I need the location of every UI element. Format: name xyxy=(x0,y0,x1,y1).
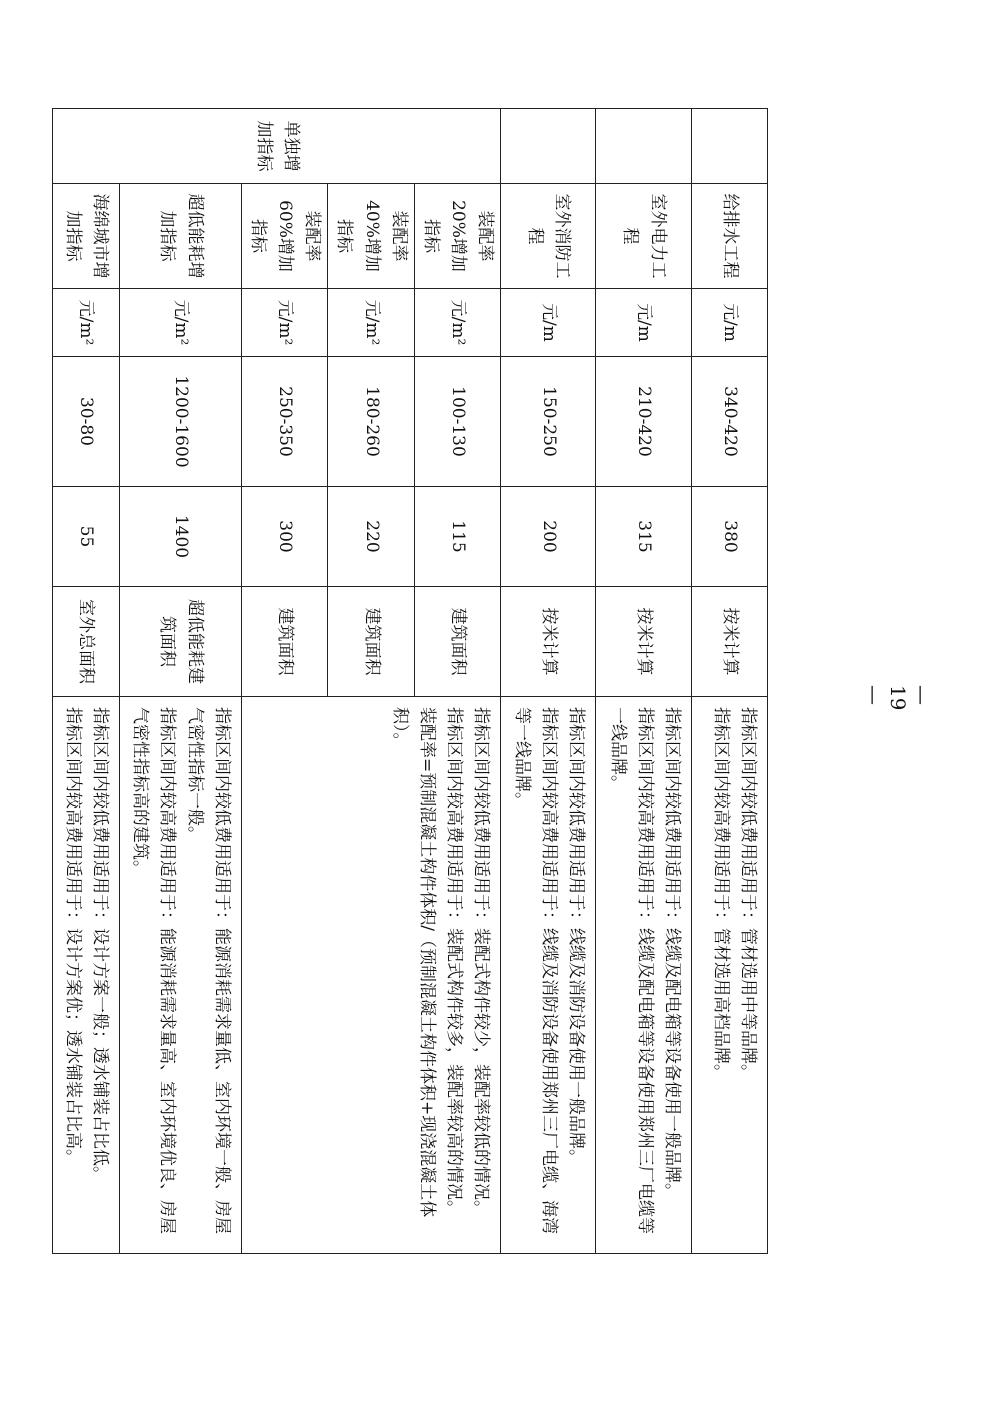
item-description xyxy=(501,697,596,1254)
item-range: 210-420 xyxy=(596,357,692,487)
item-name: 超低能耗增加指标 xyxy=(120,184,242,289)
item-description xyxy=(596,697,692,1254)
item-basis: 建筑面积 xyxy=(241,587,328,697)
item-unit: 元/m xyxy=(501,289,596,357)
item-description xyxy=(120,697,242,1254)
item-name: 装配率 40%增加指标 xyxy=(328,184,415,289)
item-basis: 按米计算 xyxy=(501,587,596,697)
desc-line: 指标区间内较高费用适用于：能源消耗需求量高、室内环境优良、房屋气密性指标高的建筑。 xyxy=(130,707,178,1234)
category-label: 单独增加指标 xyxy=(52,109,501,184)
item-range: 1200-1600 xyxy=(120,357,242,487)
item-value: 1400 xyxy=(120,487,242,587)
rotated-table-wrapper xyxy=(62,108,768,1253)
item-unit: 元/m² xyxy=(120,289,242,357)
item-description xyxy=(692,697,768,1254)
desc-line: 指标区间内较高费用适用于：装配式构件较多，装配率较高的情况。 xyxy=(444,707,465,1217)
desc-line: 指标区间内较低费用适用于：管材选用中等品牌。 xyxy=(738,707,758,1081)
table-row xyxy=(501,109,596,1254)
item-name: 海绵城市增加指标 xyxy=(52,184,119,289)
item-range: 30-80 xyxy=(52,357,119,487)
desc-line: 指标区间内较高费用适用于：管材选用高档品牌。 xyxy=(710,707,731,1081)
item-range: 100-130 xyxy=(414,357,501,487)
item-description xyxy=(52,697,119,1254)
category-cell-upper xyxy=(596,109,692,184)
item-basis: 按米计算 xyxy=(692,587,768,697)
item-name: 装配率 60%增加指标 xyxy=(241,184,328,289)
cost-index-table xyxy=(52,108,768,1254)
item-basis: 建筑面积 xyxy=(328,587,415,697)
desc-line: 指标区间内较低费用适用于：设计方案一般；透水铺装占比低。 xyxy=(90,707,110,1183)
item-unit: 元/m² xyxy=(414,289,501,357)
table-row xyxy=(52,109,119,1254)
desc-line: 指标区间内较高费用适用于：设计方案优；透水铺装占比高。 xyxy=(62,707,83,1166)
item-value: 200 xyxy=(501,487,596,587)
desc-line: 指标区间内较低费用适用于：线缆及消防设备使用一般品牌。 xyxy=(566,707,586,1166)
table-row xyxy=(414,109,501,1254)
item-value: 315 xyxy=(596,487,692,587)
item-basis: 超低能耗建筑面积 xyxy=(120,587,242,697)
item-unit: 元/m² xyxy=(52,289,119,357)
item-value: 55 xyxy=(52,487,119,587)
item-unit: 元/m² xyxy=(328,289,415,357)
item-unit: 元/m xyxy=(692,289,768,357)
table-row xyxy=(120,109,242,1254)
item-basis: 按米计算 xyxy=(596,587,692,697)
category-cell-upper xyxy=(692,109,768,184)
item-range: 340-420 xyxy=(692,357,768,487)
table-row xyxy=(596,109,692,1254)
desc-line: 指标区间内较低费用适用于：能源消耗需求量低、室内环境一般、房屋气密性指标一般。 xyxy=(184,707,232,1234)
table-row xyxy=(692,109,768,1254)
item-value: 380 xyxy=(692,487,768,587)
desc-line: 指标区间内较低费用适用于：装配式构件较少，装配率较低的情况。 xyxy=(471,707,492,1217)
item-value: 115 xyxy=(414,487,501,587)
prefab-description xyxy=(241,697,501,1254)
item-value: 220 xyxy=(328,487,415,587)
item-name: 室外电力工程 xyxy=(596,184,692,289)
desc-line: 指标区间内较高费用适用于：线缆及配电箱等设备使用郑州三厂电缆等一线品牌。 xyxy=(607,707,655,1234)
category-cell-upper xyxy=(501,109,596,184)
item-name: 装配率 20%增加指标 xyxy=(414,184,501,289)
item-unit: 元/m² xyxy=(241,289,328,357)
item-range: 180-260 xyxy=(328,357,415,487)
item-unit: 元/m xyxy=(596,289,692,357)
page-number: —19— xyxy=(862,685,934,711)
item-basis: 建筑面积 xyxy=(414,587,501,697)
desc-line: 装配率=预制混凝土构件体积/（预制混凝土构件体积+现浇混凝土体积）。 xyxy=(389,707,438,1218)
item-range: 150-250 xyxy=(501,357,596,487)
item-value: 300 xyxy=(241,487,328,587)
item-name: 给排水工程 xyxy=(692,184,768,289)
desc-line: 指标区间内较低费用适用于：线缆及配电箱等设备使用一般品牌。 xyxy=(662,707,682,1200)
item-basis: 室外总面积 xyxy=(52,587,119,697)
item-name: 室外消防工程 xyxy=(501,184,596,289)
desc-line: 指标区间内较高费用适用于：线缆及消防设备使用郑州三厂电缆、海湾等一线品牌。 xyxy=(511,707,559,1234)
item-range: 250-350 xyxy=(241,357,328,487)
